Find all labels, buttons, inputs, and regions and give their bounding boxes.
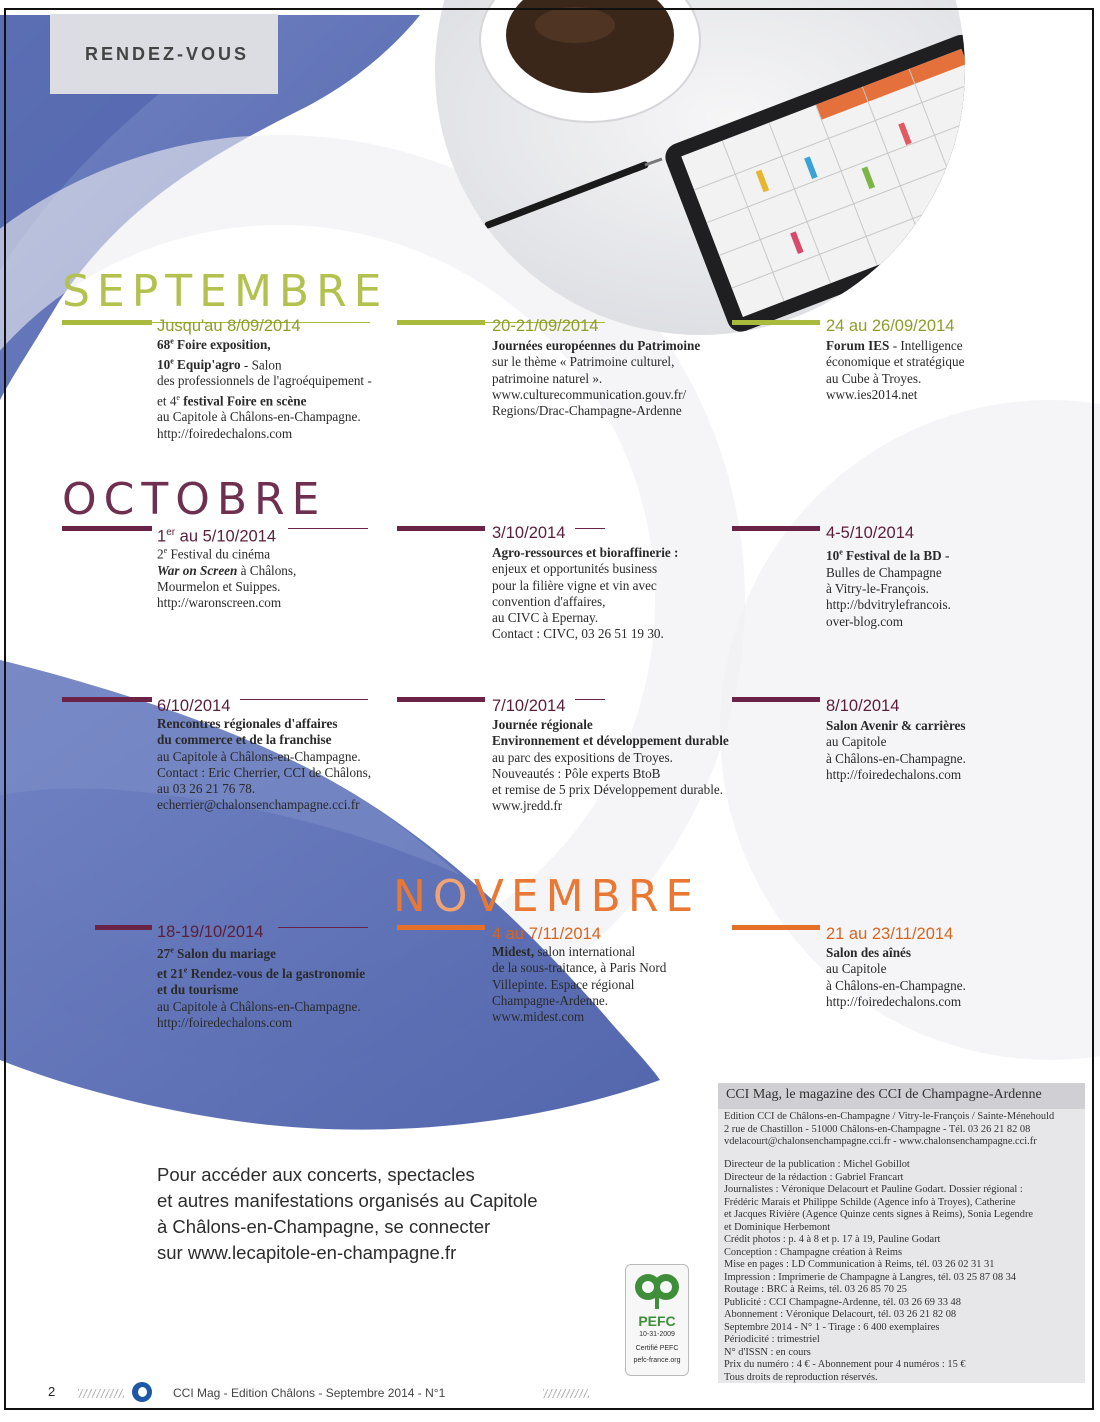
event-link[interactable]: http://foiredechalons.com [826,993,962,1009]
event-line: au Capitole [826,961,887,977]
colophon-line: Journalistes : Véronique Delacourt et Pauline Godart. Dossier régional : [724,1184,1023,1195]
pefc-code: 10-31-2009 [639,1331,675,1338]
event-date: 4-5/10/2014 [826,524,915,542]
colophon-line: Frédéric Marais et Philippe Schilde (Agence info à Troyes), Catherine [724,1196,1016,1208]
month-heading-october: OCTOBRE [62,474,327,525]
access-line: à Châlons-en-Champagne, se connecter [157,1216,491,1237]
event-line: de la sous-traitance, à Paris Nord [492,960,667,976]
october-rule [397,526,485,531]
event-line: au parc des expositions de Troyes. [492,749,673,765]
event-line: économique et stratégique [826,354,965,370]
november-rule [732,925,820,930]
event-date: 21 au 23/11/2014 [826,925,954,943]
access-line: Pour accéder aux concerts, spectacles [157,1164,475,1185]
event-description [492,545,802,643]
event-description: 27e Salon du mariage et 21e Rendez-vous de la gastronomie et du tourisme au Capitole à Châlons-en-Champagne. http://foiredechalons.com [157,943,467,1031]
september-rule [732,320,820,325]
capitole-access-note [157,1162,538,1266]
event-date: 4 au 7/11/2014 [492,925,601,943]
colophon-line: Publicité : CCI Champagne-Ardenne, tél. 03 26 69 33 48 [724,1296,961,1308]
event-line: sur le thème « Patrimoine culturel, [492,354,675,370]
event-email[interactable]: echerrier@chalonsenchampagne.cci.fr [157,797,360,813]
pefc-certified: Certifié PEFC [635,1345,679,1352]
event-title: Salon des aînés [826,945,912,960]
event-description: Forum IES - Intelligence économique et stratégique au Cube à Troyes. www.ies2014.net [826,338,1100,403]
october-rule [62,697,152,702]
event-line: à Châlons-en-Champagne. [826,750,966,766]
event-line: au Cube à Troyes. [826,370,922,386]
colophon-line: N° d'ISSN : en cours [724,1346,811,1358]
event-link[interactable]: http://foiredechalons.com [157,425,293,441]
colophon-line: Directeur de la rédaction : Gabriel Francart [724,1171,904,1183]
event-line: au CIVC à Epernay. [492,610,599,626]
event-line: au Capitole à Châlons-en-Champagne. [157,998,361,1014]
october-rule-line [575,699,605,700]
colophon-title: CCI Mag, le magazine des CCI de Champagne-Ardenne [726,1087,1042,1102]
event-title: Rencontres régionales d'affaires [157,716,338,731]
october-rule-line [240,699,368,700]
event-link[interactable]: http://foiredechalons.com [826,766,962,782]
event-link[interactable]: http://waronscreen.com [157,595,282,611]
event-title: et du tourisme [157,982,239,998]
colophon-line: Routage : BRC à Reims, tél. 03 26 85 70 25 [724,1284,907,1295]
event-description [826,945,1100,1010]
colophon-line: Prix du numéro : 4 € - Abonnement pour 4 numéros : 15 € [724,1359,966,1370]
event-link[interactable]: Regions/Drac-Champagne-Ardenne [492,403,682,419]
month-heading-november: NOVEMBRE [393,871,701,922]
september-rule [62,320,152,325]
event-line: Nouveautés : Pôle experts BtoB [492,765,661,781]
event-date: 20-21/09/2014 [492,317,599,335]
event-link[interactable]: over-blog.com [826,613,904,629]
event-description [826,718,1100,783]
event-line: Champagne-Ardenne. [492,992,609,1008]
event-description [157,716,467,814]
colophon-line: Septembre 2014 - N° 1 - Tirage : 6 400 exemplaires [724,1321,940,1333]
pefc-name: PEFC [638,1313,676,1329]
event-link[interactable]: www.jredd.fr [492,798,563,814]
colophon-header [718,1083,1085,1109]
month-heading-september: SEPTEMBRE [62,266,389,317]
event-line: à Châlons-en-Champagne. [826,977,966,993]
footer-hatch [78,1389,124,1398]
event-title: Salon Avenir & carrières [826,718,966,733]
event-description: 68e Foire exposition, 10e Equip'agro - Salon des professionnels de l'agroéquipement - et 4e festival Foire en scène au Capitole à Châlons-en-Champagne. http://foiredechalons.com [157,334,467,442]
colophon-line: Directeur de la publication : Michel Gobillot [724,1159,910,1170]
access-line: et autres manifestations organisés au Capitole [157,1190,538,1211]
event-title: Environnement et développement durable [492,733,729,749]
event-line: au 03 26 21 76 78. [157,781,256,797]
section-tag [50,14,278,94]
event-date: 8/10/2014 [826,697,900,715]
event-date: 18-19/10/2014 [157,923,264,941]
event-link[interactable]: www.ies2014.net [826,386,918,402]
event-date: 7/10/2014 [492,697,566,715]
event-description: 10e Festival de la BD - Bulles de Champagne à Vitry-le-François. http://bdvitrylefrancois. over-blog.com [826,545,1100,630]
october-rule-line [278,927,368,928]
colophon-contact[interactable]: vdelacourt@chalonsenchampagne.cci.fr - www.chalonsenchampagne.cci.fr [724,1136,1037,1147]
pefc-tree-icon [626,1265,688,1315]
colophon-line: Abonnement : Véronique Delacourt, tél. 03 26 21 82 08 [724,1309,957,1320]
october-rule-line [288,528,368,529]
event-line: et remise de 5 prix Développement durable. [492,782,724,798]
colophon-line: Tous droits de reproduction réservés. [724,1371,878,1383]
october-rule-line [575,528,605,529]
event-line: pour la filière vigne et vin avec [492,577,657,593]
event-link[interactable]: http://bdvitrylefrancois. [826,597,951,613]
event-line: au Capitole [826,734,887,750]
colophon-line: Conception : Champagne création à Reims [724,1246,903,1258]
october-rule [732,697,820,702]
colophon-line: Périodicité : trimestriel [724,1334,820,1345]
event-title: Journées européennes du Patrimoine [492,338,701,353]
event-title: Agro-ressources et bioraffinerie : [492,545,679,560]
event-line: à Vitry-le-François. [826,580,929,596]
november-rule [397,925,485,930]
event-description: Midest, salon international de la sous-traitance, à Paris Nord Villepinte. Espace régional Champagne-Ardenne. www.midest.com [492,944,802,1025]
event-line: Villepinte. Espace régional [492,976,635,992]
event-link[interactable]: www.culturecommunication.gouv.fr/ [492,386,687,402]
colophon-line: Crédit photos : p. 4 à 8 et p. 17 à 19, Pauline Godart [724,1234,941,1245]
pefc-site: pefc-france.org [633,1357,681,1364]
event-line: enjeux et opportunités business [492,561,658,577]
october-rule [62,526,152,531]
october-rule [732,526,820,531]
footer-text: CCI Mag - Edition Châlons - Septembre 2014 - N°1 [173,1386,446,1400]
october-rule [397,697,485,702]
event-description: 2e Festival du cinéma War on Screen à Châlons, Mourmelon et Suippes. http://waronscreen.com [157,543,467,612]
event-description [492,338,802,419]
event-line: Contact : CIVC, 03 26 51 19 30. [492,626,664,642]
september-rule [397,320,485,325]
colophon-edition [724,1111,1054,1149]
event-title: Journée régionale [492,717,593,732]
october-rule [95,925,152,930]
colophon-credits [724,1159,1033,1384]
access-link[interactable]: sur www.lecapitole-en-champagne.fr [157,1242,457,1263]
event-link[interactable]: www.midest.com [492,1009,585,1025]
event-line: Contact : Eric Cherrier, CCI de Châlons, [157,764,372,780]
event-date: 6/10/2014 [157,697,231,715]
page-number: 2 [48,1384,56,1399]
event-date: 1er au 5/10/2014 [157,527,277,546]
event-date: Jusqu'au 8/09/2014 [157,317,301,335]
event-title: du commerce et de la franchise [157,732,332,748]
footer-hatch [543,1389,589,1398]
event-date: 24 au 26/09/2014 [826,317,955,335]
event-line: convention d'affaires, [492,593,606,609]
pefc-certification-logo [625,1264,689,1376]
event-line: Bulles de Champagne [826,564,942,580]
colophon-line: et Jacques Rivière (Agence Quinze cents signes à Reims), Sonia Legendre [724,1209,1034,1220]
colophon-line: Impression : Imprimerie de Champagne à Langres, tél. 03 25 87 08 34 [724,1271,1017,1283]
event-link[interactable]: http://foiredechalons.com [157,1014,293,1030]
event-line: au Capitole à Châlons-en-Champagne. [157,748,361,764]
event-date: 3/10/2014 [492,524,566,542]
event-line: Mourmelon et Suippes. [157,578,281,594]
colophon-line: 2 rue de Chastillon - 51000 Châlons-en-Champagne - Tél. 03 26 21 82 08 [724,1123,1031,1135]
cci-logo-icon [132,1382,152,1402]
colophon-line: Mise en pages : LD Communication à Reims, tél. 03 26 02 31 31 [724,1259,995,1270]
event-line: au Capitole à Châlons-en-Champagne. [157,409,361,425]
section-tag-label: RENDEZ-VOUS [85,44,250,64]
event-line: patrimoine naturel ». [492,370,603,386]
colophon-line: et Dominique Herbemont [724,1221,831,1233]
event-description [492,717,802,815]
colophon-line: Edition CCI de Châlons-en-Champagne / Vitry-le-François / Sainte-Ménehould [724,1111,1055,1122]
